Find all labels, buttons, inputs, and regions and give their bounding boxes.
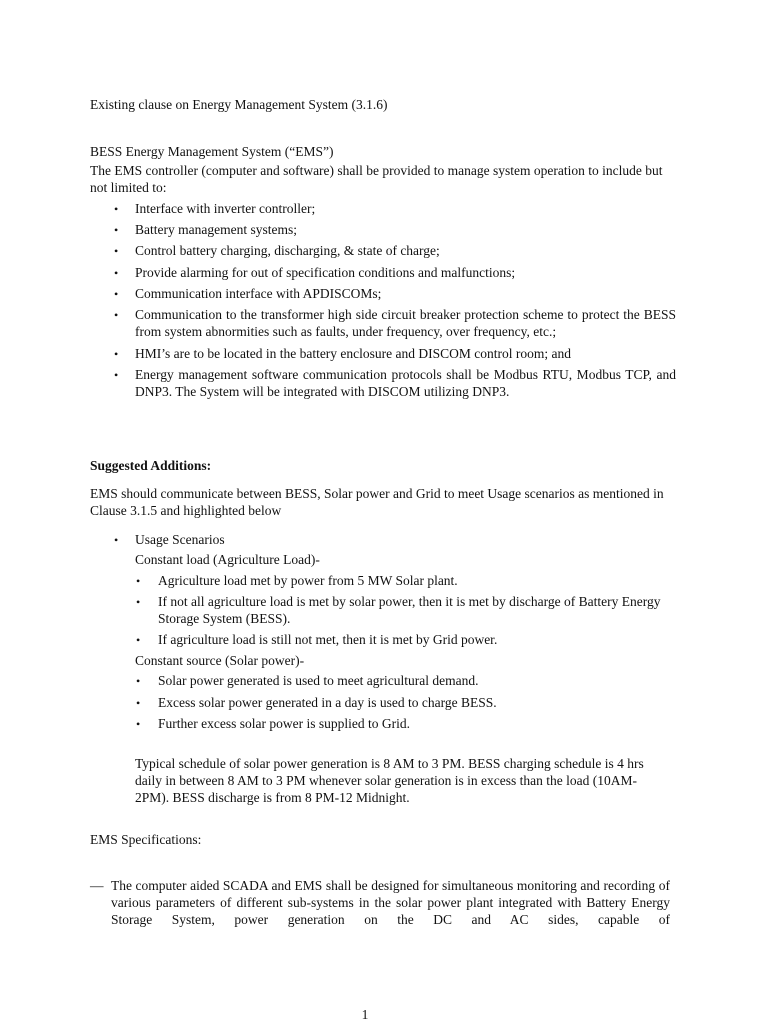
constant-load-title: Constant load (Agriculture Load)- [135, 552, 320, 567]
list-item-text: Further excess solar power is supplied to Grid. [158, 716, 410, 731]
list-item-text: Solar power generated is used to meet agricultural demand. [158, 673, 479, 688]
bullet-icon: • [114, 308, 119, 322]
suggested-additions-heading: Suggested Additions: [90, 458, 212, 473]
bullet-icon: • [114, 347, 119, 361]
existing-clause-heading: Existing clause on Energy Management System (3.1.6) [90, 97, 388, 112]
bullet-icon: • [136, 633, 141, 647]
usage-scenarios-title: Usage Scenarios [135, 532, 225, 547]
bullet-icon: • [114, 202, 119, 216]
list-item-text: Battery management systems; [135, 222, 297, 237]
bullet-icon: • [136, 674, 141, 688]
bess-ems-title: BESS Energy Management System (“EMS”) [90, 144, 334, 159]
list-item-text: Energy management software communication protocols shall be Modbus RTU, Modbus TCP, and DNP3. The System will be integrated with DISCOM utilizing DNP3. [135, 367, 676, 399]
schedule-paragraph: Typical schedule of solar power generation is 8 AM to 3 PM. BESS charging schedule is 4 hrs daily in between 8 AM to 3 PM whenever solar generation is in excess than the load (10AM-2PM). BESS discharge is from 8 PM-12 Midnight. [135, 756, 644, 805]
list-item-text: Agriculture load met by power from 5 MW Solar plant. [158, 573, 458, 588]
bullet-icon: • [114, 244, 119, 258]
bullet-icon: • [136, 595, 141, 609]
ems-spec-dash-paragraph [90, 877, 670, 928]
list-item-text: If not all agriculture load is met by solar power, then it is met by discharge of Battery Energy Storage System (BESS). [158, 594, 661, 626]
list-item-text: Communication interface with APDISCOMs; [135, 286, 382, 301]
bullet-icon: • [114, 287, 119, 301]
ems-spec-text: The computer aided SCADA and EMS shall be designed for simultaneous monitoring and recording of various parameters of different sub-systems in the solar power plant integrated with Battery Energy Storage System, power generation on the DC and AC sides, capable of [111, 878, 670, 927]
list-item-text: Communication to the transformer high side circuit breaker protection scheme to protect the BESS from system abnormities such as faults, under frequency, over frequency, etc.; [135, 307, 676, 339]
bullet-icon: • [114, 533, 119, 547]
bullet-icon: • [136, 696, 141, 710]
bullet-icon: • [114, 266, 119, 280]
list-item-text: Interface with inverter controller; [135, 201, 316, 216]
constant-source-title: Constant source (Solar power)- [135, 653, 305, 668]
dash-icon: — [90, 878, 104, 893]
list-item-text: If agriculture load is still not met, then it is met by Grid power. [158, 632, 498, 647]
bullet-icon: • [136, 574, 141, 588]
list-item-text: HMI’s are to be located in the battery enclosure and DISCOM control room; and [135, 346, 572, 361]
ems-intro-paragraph: The EMS controller (computer and software) shall be provided to manage system operation to include but not limited to: [90, 163, 663, 195]
ems-specifications-heading: EMS Specifications: [90, 832, 202, 847]
list-item-text: Control battery charging, discharging, & state of charge; [135, 243, 440, 258]
bullet-icon: • [114, 368, 119, 382]
suggested-intro-paragraph: EMS should communicate between BESS, Solar power and Grid to meet Usage scenarios as mentioned in Clause 3.1.5 and highlighted below [90, 486, 664, 518]
page-number: 1 [361, 1007, 369, 1022]
list-item-text: Excess solar power generated in a day is used to charge BESS. [158, 695, 497, 710]
bullet-icon: • [114, 223, 119, 237]
list-item-text: Provide alarming for out of specification conditions and malfunctions; [135, 265, 516, 280]
bullet-icon: • [136, 717, 141, 731]
